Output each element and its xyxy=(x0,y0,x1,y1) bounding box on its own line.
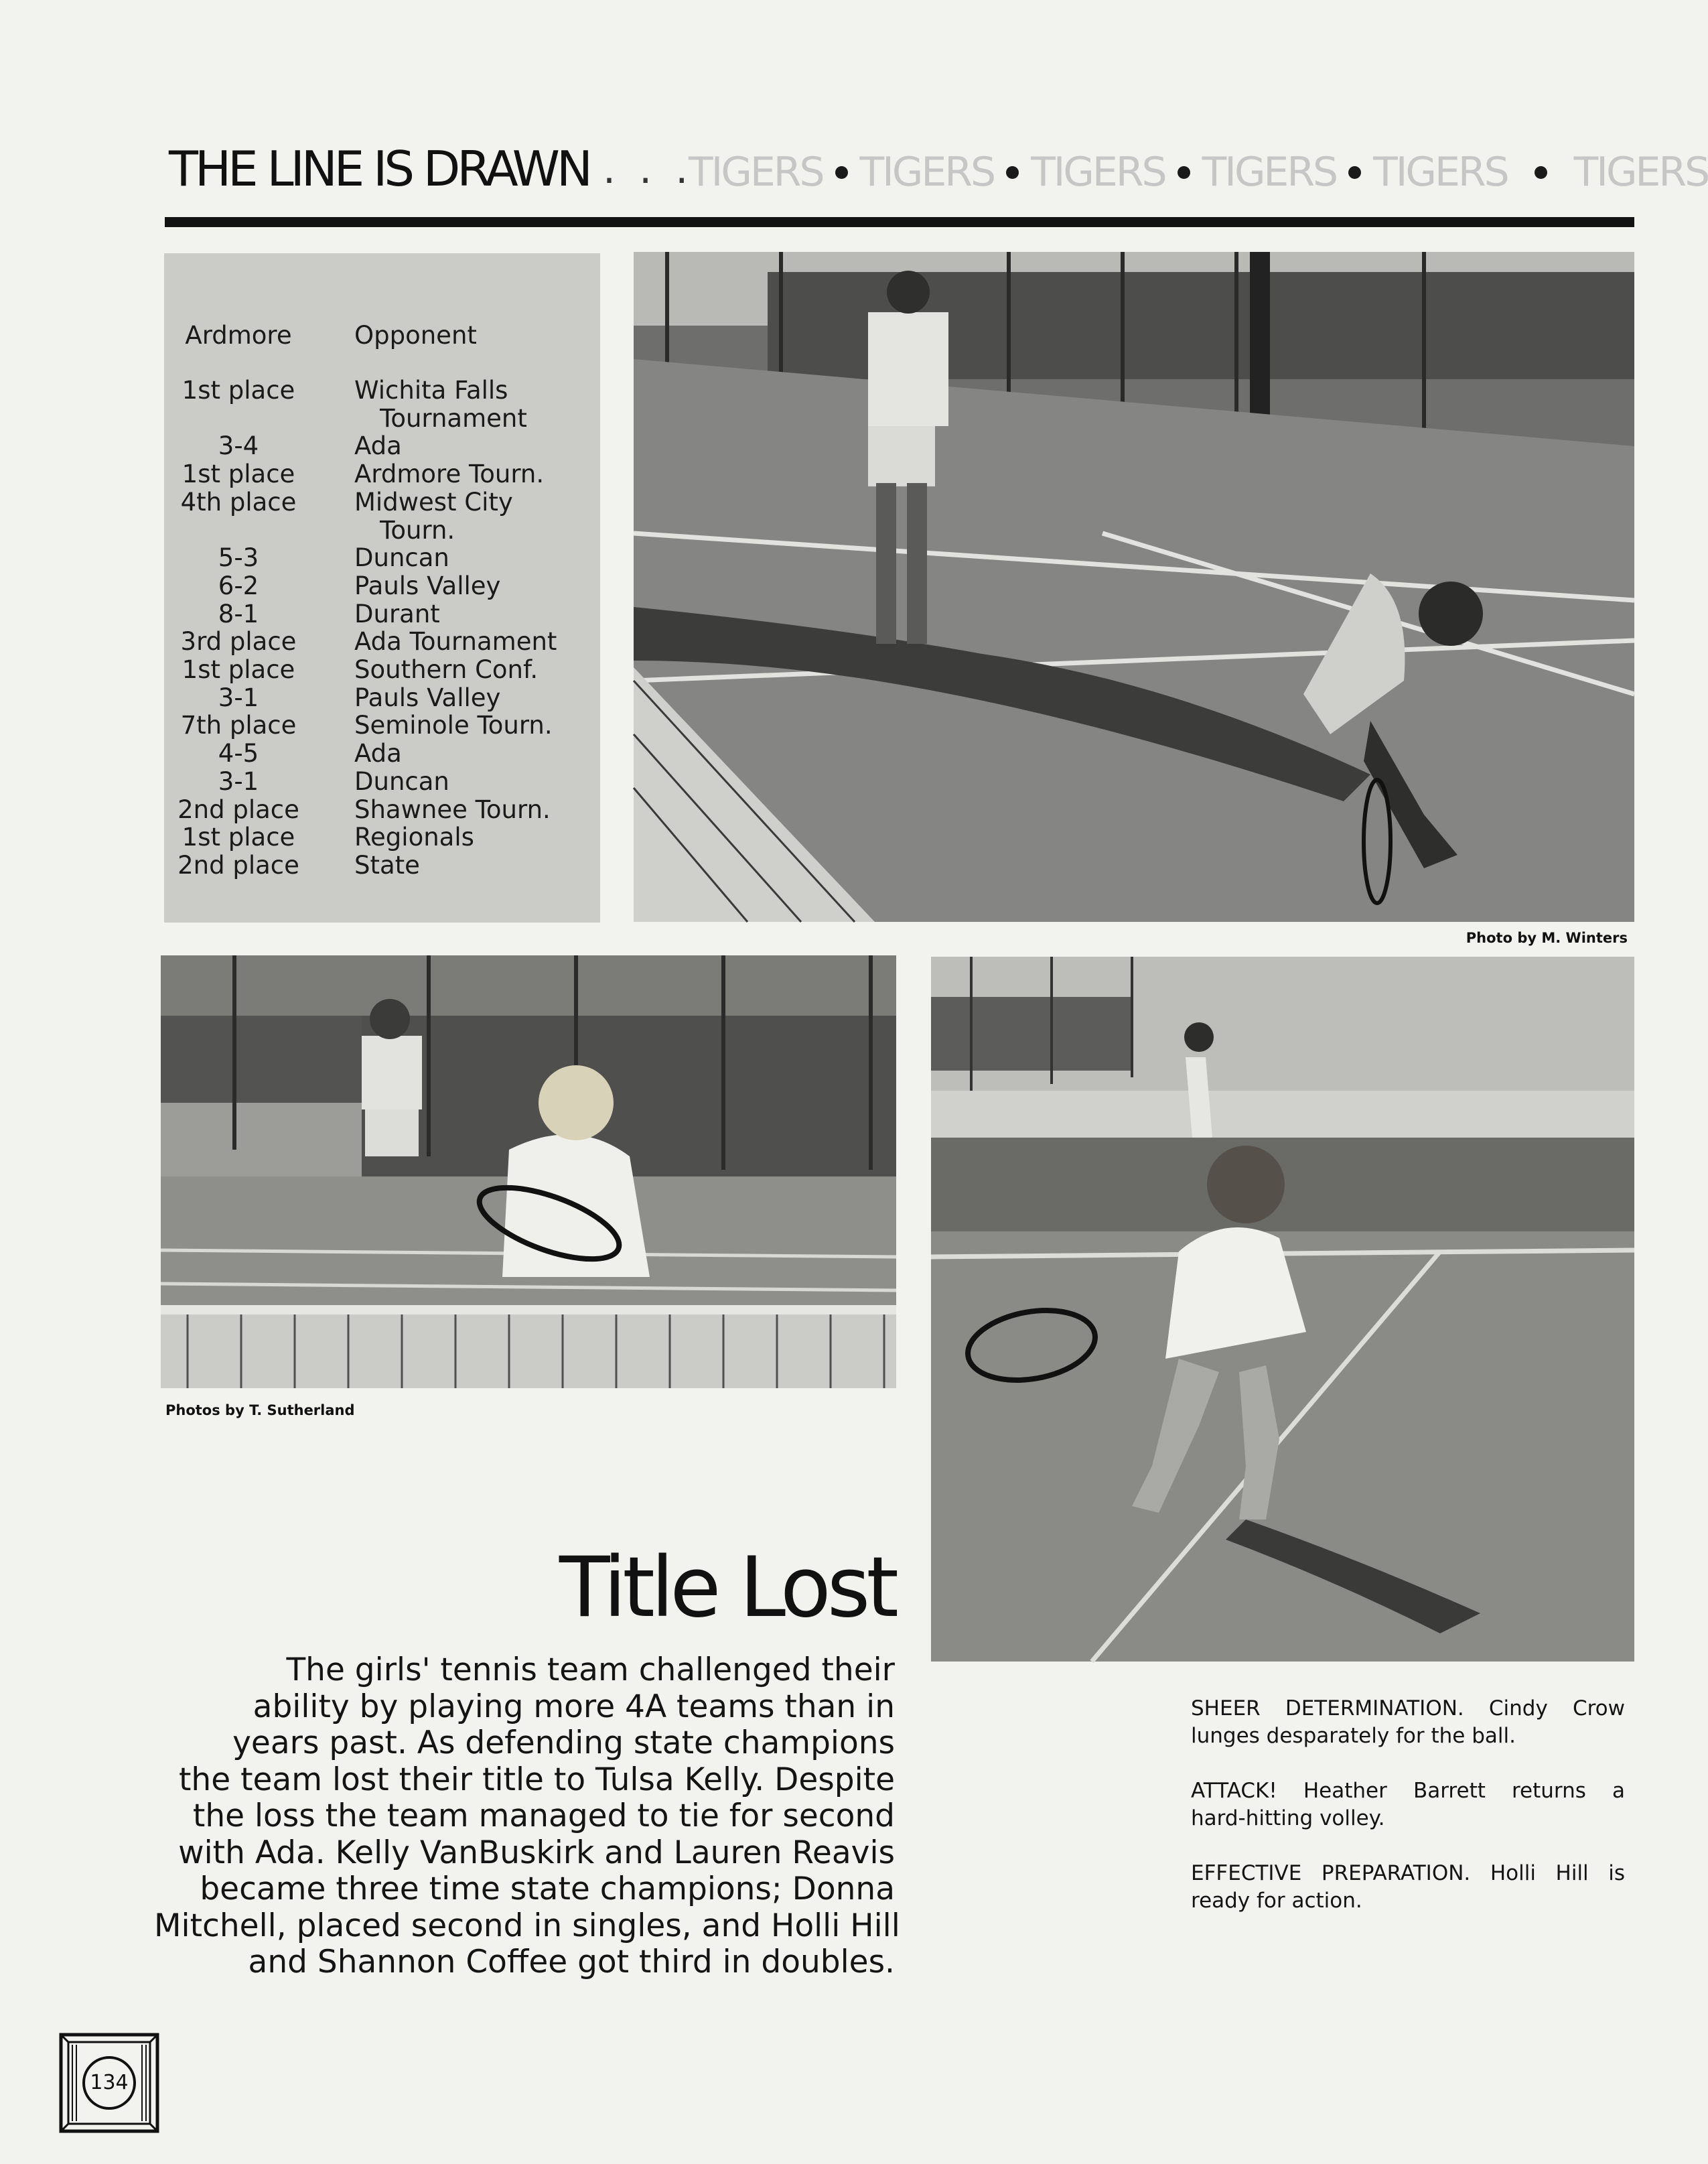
tigers-word: TIGERS xyxy=(1202,149,1337,196)
opponent-cell: Ada Tournament xyxy=(354,627,557,657)
opponent-cell: Midwest City xyxy=(354,487,513,517)
header-rule xyxy=(165,217,1634,227)
result-cell: 1st place xyxy=(182,823,295,852)
result-cell: 3rd place xyxy=(180,627,297,657)
photo-lunging-player xyxy=(634,252,1634,922)
result-cell: 4th place xyxy=(180,487,297,517)
opponent-cell: Wichita Falls xyxy=(354,376,508,405)
opponent-cell: Pauls Valley xyxy=(354,571,501,600)
photo-credit: Photos by T. Sutherland xyxy=(165,1402,355,1418)
body-text-line: the loss the team managed to tie for second xyxy=(192,1798,895,1834)
opponent-cell-continuation: Tourn. xyxy=(380,515,455,545)
section-title: THE LINE IS DRAWN xyxy=(169,141,589,197)
result-cell: 1st place xyxy=(182,460,295,489)
photo-caption xyxy=(1191,1695,1625,1750)
caption-line: hard-hitting volley. xyxy=(1191,1806,1385,1830)
caption-line: ATTACK! Heather Barrett returns a xyxy=(1191,1779,1625,1803)
article-headline: Title Lost xyxy=(559,1540,895,1636)
column-header-opponent: Opponent xyxy=(354,321,477,350)
caption-line: EFFECTIVE PREPARATION. Holli Hill is xyxy=(1191,1861,1625,1885)
body-text-line: ability by playing more 4A teams than in xyxy=(253,1688,895,1725)
tigers-banner xyxy=(689,149,1708,196)
opponent-cell: Duncan xyxy=(354,543,449,573)
page-number: 134 xyxy=(90,2071,129,2094)
body-text-line: years past. As defending state champions xyxy=(232,1725,895,1761)
opponent-cell: State xyxy=(354,850,420,880)
opponent-cell: Duncan xyxy=(354,766,449,796)
result-cell: 2nd place xyxy=(177,795,299,824)
result-cell: 6-2 xyxy=(218,571,259,600)
body-text-line: the team lost their title to Tulsa Kelly. Despite xyxy=(179,1761,895,1798)
result-cell: 3-4 xyxy=(218,431,259,461)
photo-credit: Photo by M. Winters xyxy=(1466,930,1628,946)
opponent-cell: Ardmore Tourn. xyxy=(354,460,545,489)
bullet-dot-icon xyxy=(1535,166,1547,179)
result-cell: 1st place xyxy=(182,655,295,684)
tigers-word: TIGERS xyxy=(859,149,995,196)
photo-ready-player xyxy=(931,957,1634,1662)
caption-line: ready for action. xyxy=(1191,1889,1362,1913)
opponent-cell: Southern Conf. xyxy=(354,655,539,684)
tigers-word: TIGERS xyxy=(1031,149,1165,196)
result-cell: 1st place xyxy=(182,376,295,405)
article-body xyxy=(154,1651,900,1981)
opponent-cell: Seminole Tourn. xyxy=(354,711,553,740)
opponent-cell: Shawnee Tourn. xyxy=(354,795,551,824)
tigers-word: TIGERS xyxy=(1373,149,1508,196)
title-ellipsis: . . . xyxy=(603,146,694,193)
result-cell: 3-1 xyxy=(218,683,259,712)
caption-line: lunges desparately for the ball. xyxy=(1191,1724,1516,1748)
column-header-ardmore: Ardmore xyxy=(185,321,292,350)
result-cell: 3-1 xyxy=(218,766,259,796)
bullet-dot-icon xyxy=(1348,166,1361,179)
body-text-line: and Shannon Coffee got third in doubles. xyxy=(248,1944,895,1980)
photo-volley-player xyxy=(161,955,896,1388)
photo-caption xyxy=(1191,1860,1625,1915)
photo-caption xyxy=(1191,1777,1625,1832)
body-text-line: The girls' tennis team challenged their xyxy=(286,1651,895,1688)
tigers-word: TIGERS xyxy=(689,149,823,196)
bullet-dot-icon xyxy=(1006,166,1019,179)
opponent-cell-continuation: Tournament xyxy=(380,403,527,433)
opponent-cell: Regionals xyxy=(354,823,474,852)
tigers-word: TIGERS xyxy=(1573,149,1708,196)
opponent-cell: Durant xyxy=(354,599,440,628)
bullet-dot-icon xyxy=(835,166,848,179)
opponent-cell: Ada xyxy=(354,739,402,768)
result-cell: 4-5 xyxy=(218,739,259,768)
body-text-line: became three time state champions; Donna xyxy=(200,1871,895,1907)
body-text-line: Mitchell, placed second in singles, and Holli Hill xyxy=(154,1907,900,1944)
body-text-line: with Ada. Kelly VanBuskirk and Lauren Reavis xyxy=(178,1834,895,1871)
opponent-cell: Pauls Valley xyxy=(354,683,501,712)
opponent-cell: Ada xyxy=(354,431,402,461)
page-number-badge xyxy=(59,2033,159,2133)
season-results-table xyxy=(164,253,600,923)
result-cell: 2nd place xyxy=(177,850,299,880)
result-cell: 5-3 xyxy=(218,543,259,573)
result-cell: 8-1 xyxy=(218,599,259,628)
result-cell: 7th place xyxy=(180,711,297,740)
caption-line: SHEER DETERMINATION. Cindy Crow xyxy=(1191,1696,1625,1720)
bullet-dot-icon xyxy=(1178,166,1190,179)
